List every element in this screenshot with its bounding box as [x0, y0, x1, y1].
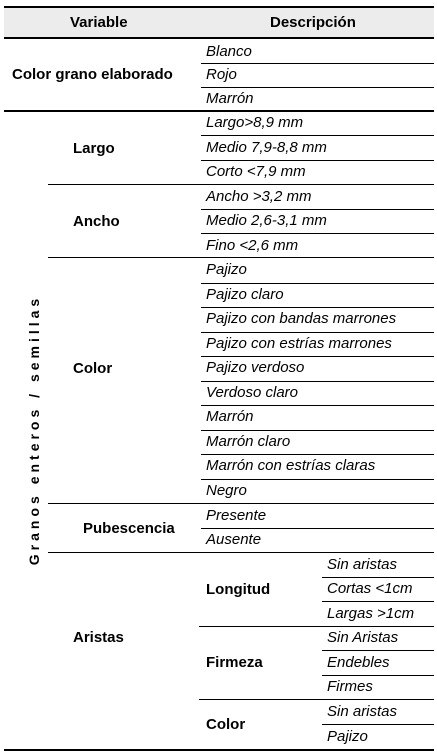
row-divider: [201, 454, 434, 455]
pubescencia-value: Presente: [206, 507, 267, 524]
color-value: Verdoso claro: [206, 383, 298, 401]
row-divider: [201, 135, 434, 136]
aristas-longitud-value: Cortas <1cm: [327, 580, 413, 597]
row-divider: [322, 577, 434, 578]
aristas-color-value: Pajizo: [327, 728, 368, 745]
aristas-firmeza-value: Sin Aristas: [327, 629, 399, 646]
color-grano-label: Color grano elaborado: [12, 66, 173, 83]
largo-value: Largo>8,9 mm: [206, 114, 304, 131]
pubescencia-label: Pubescencia: [83, 520, 175, 537]
row-divider: [201, 307, 434, 308]
color-value: Pajizo claro: [206, 285, 284, 303]
largo-value: Corto <7,9 mm: [206, 163, 306, 180]
color-grano-value: Rojo: [206, 66, 237, 83]
pubescencia-value: Ausente: [206, 531, 262, 548]
row-divider: [201, 528, 434, 529]
row-divider: [201, 356, 434, 357]
group-divider: [48, 552, 434, 553]
group-divider: [48, 503, 434, 504]
subgroup-divider: [199, 626, 434, 627]
row-divider: [322, 650, 434, 651]
top-rule: [4, 6, 434, 8]
aristas-firmeza-value: Firmes: [327, 678, 373, 695]
color-value: Marrón: [206, 408, 254, 425]
aristas-longitud-value: Sin aristas: [327, 556, 398, 573]
row-divider: [322, 601, 434, 602]
subgroup-divider: [199, 699, 434, 700]
row-divider: [201, 479, 434, 480]
color-grano-value: Blanco: [206, 43, 252, 60]
header-rule: [4, 37, 434, 39]
row-divider: [201, 63, 434, 64]
header-variable: Variable: [70, 14, 128, 31]
color-value: Pajizo con estrías marrones: [206, 334, 392, 352]
group-divider: [48, 184, 434, 185]
aristas-longitud-label: Longitud: [206, 581, 271, 598]
ancho-value: Ancho >3,2 mm: [206, 188, 312, 205]
group-divider: [48, 257, 434, 258]
largo-label: Largo: [73, 140, 115, 157]
row-divider: [201, 233, 434, 234]
group-label-vertical: Granos enteros / semillas: [26, 294, 42, 566]
row-divider: [201, 381, 434, 382]
color-value: Marrón claro: [206, 432, 291, 450]
row-divider: [322, 675, 434, 676]
header-background: [4, 8, 434, 38]
row-divider: [201, 209, 434, 210]
aristas-firmeza-value: Endebles: [327, 654, 390, 671]
row-divider: [201, 87, 434, 88]
color-value: Pajizo: [206, 261, 247, 278]
bottom-rule: [4, 749, 434, 751]
ancho-value: Fino <2,6 mm: [206, 237, 299, 254]
ancho-value: Medio 2,6-3,1 mm: [206, 212, 327, 229]
color-value: Marrón con estrías claras: [206, 457, 376, 474]
color-label: Color: [73, 360, 113, 377]
row-divider: [322, 724, 434, 725]
color-value: Pajizo verdoso: [206, 359, 305, 376]
row-divider: [201, 160, 434, 161]
color-value: Pajizo con bandas marrones: [206, 310, 397, 327]
aristas-color-value: Sin aristas: [327, 703, 398, 720]
color-value: Negro: [206, 481, 247, 499]
row-divider: [201, 283, 434, 284]
row-divider: [201, 405, 434, 406]
color-grano-value: Marrón: [206, 90, 254, 107]
aristas-longitud-value: Largas >1cm: [327, 605, 415, 622]
header-descripcion: Descripción: [270, 14, 356, 31]
color-grano-bottom-rule: [4, 110, 434, 112]
aristas-firmeza-label: Firmeza: [206, 654, 263, 671]
aristas-label: Aristas: [73, 629, 124, 646]
largo-value: Medio 7,9-8,8 mm: [206, 139, 327, 156]
aristas-color-label: Color: [206, 716, 246, 733]
row-divider: [201, 430, 434, 431]
ancho-label: Ancho: [73, 213, 120, 230]
row-divider: [201, 332, 434, 333]
